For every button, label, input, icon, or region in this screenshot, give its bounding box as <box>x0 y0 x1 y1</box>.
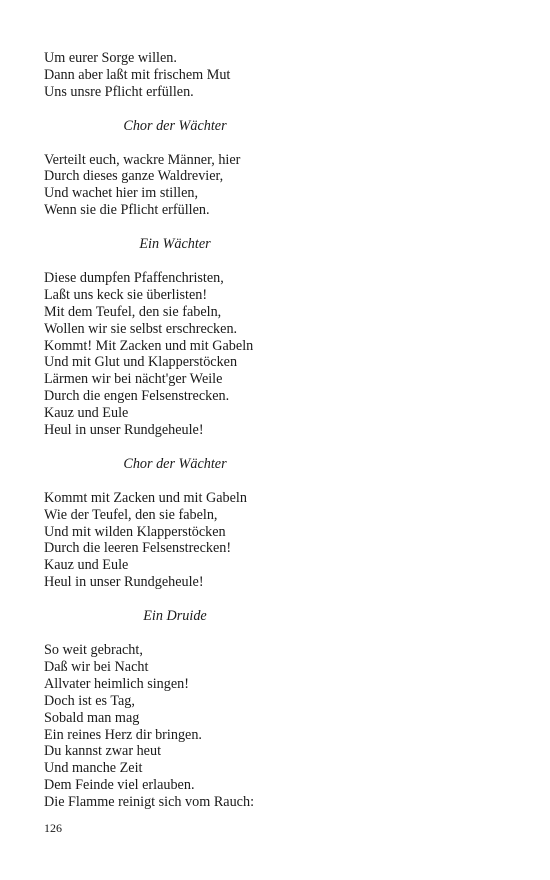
verse-line: Dem Feinde viel erlauben. <box>44 777 195 794</box>
stanza <box>44 642 306 811</box>
verse-line: Heul in unser Rundgeheule! <box>44 422 204 439</box>
verse-line: Allvater heimlich singen! <box>44 675 189 692</box>
verse-line: Lärmen wir bei nächt'ger Weile <box>44 371 223 388</box>
verse-line: Und mit wilden Klapperstöcken <box>44 523 226 540</box>
verse-line: Um eurer Sorge willen. <box>44 50 177 66</box>
page-number: 126 <box>44 821 62 835</box>
verse-line: Verteilt euch, wackre Männer, hier <box>44 151 241 168</box>
verse-line: Diese dumpfen Pfaffenchristen, <box>44 269 224 286</box>
verse-line: Heul in unser Rundgeheule! <box>44 574 204 591</box>
stanza <box>44 50 306 101</box>
verse-line: Durch die engen Felsenstrecken. <box>44 388 230 405</box>
verse-line: Und mit Glut und Klapperstöcken <box>44 354 238 371</box>
verse-line: Kauz und Eule <box>44 405 129 422</box>
stanza <box>44 490 306 591</box>
block-gap <box>44 219 306 236</box>
stanza <box>44 152 306 220</box>
verse-line: Sobald man mag <box>44 709 140 726</box>
block-gap <box>44 591 306 608</box>
block-gap <box>44 625 306 642</box>
verse-line: So weit gebracht, <box>44 641 143 658</box>
speaker-heading: Ein Wächter <box>139 236 211 253</box>
verse-line: Und wachet hier im stillen, <box>44 185 199 202</box>
verse-line: Doch ist es Tag, <box>44 692 135 709</box>
verse-line: Durch die leeren Felsenstrecken! <box>44 540 232 557</box>
verse-line: Wenn sie die Pflicht erfüllen. <box>44 202 210 219</box>
verse-line: Du kannst zwar heut <box>44 743 162 760</box>
verse-line: Kommt mit Zacken und mit Gabeln <box>44 489 247 506</box>
block-gap <box>44 439 306 456</box>
verse-line: Dann aber laßt mit frischem Mut <box>44 66 231 83</box>
speaker-heading: Chor der Wächter <box>123 455 227 472</box>
verse-line: Laßt uns keck sie überlisten! <box>44 286 208 303</box>
verse-line: Wie der Teufel, den sie fabeln, <box>44 506 218 523</box>
verse-line: Uns unsre Pflicht erfüllen. <box>44 83 194 100</box>
verse-line: Wollen wir sie selbst erschrecken. <box>44 320 238 337</box>
block-gap <box>44 473 306 490</box>
verse-line: Ein reines Herz dir bringen. <box>44 726 202 743</box>
block-gap <box>44 135 306 152</box>
block-gap <box>44 101 306 118</box>
verse-line: Daß wir bei Nacht <box>44 658 149 675</box>
verse-line: Kauz und Eule <box>44 557 129 574</box>
block-gap <box>44 253 306 270</box>
verse-line: Die Flamme reinigt sich vom Rauch: <box>44 794 255 811</box>
verse-line: Mit dem Teufel, den sie fabeln, <box>44 303 222 320</box>
stanza <box>44 270 306 439</box>
verse-line: Und manche Zeit <box>44 760 143 777</box>
poem-text <box>44 50 306 811</box>
verse-line: Durch dieses ganze Waldrevier, <box>44 168 224 185</box>
verse-line: Kommt! Mit Zacken und mit Gabeln <box>44 337 254 354</box>
speaker-heading: Chor der Wächter <box>123 117 227 134</box>
speaker-heading: Ein Druide <box>143 608 207 625</box>
